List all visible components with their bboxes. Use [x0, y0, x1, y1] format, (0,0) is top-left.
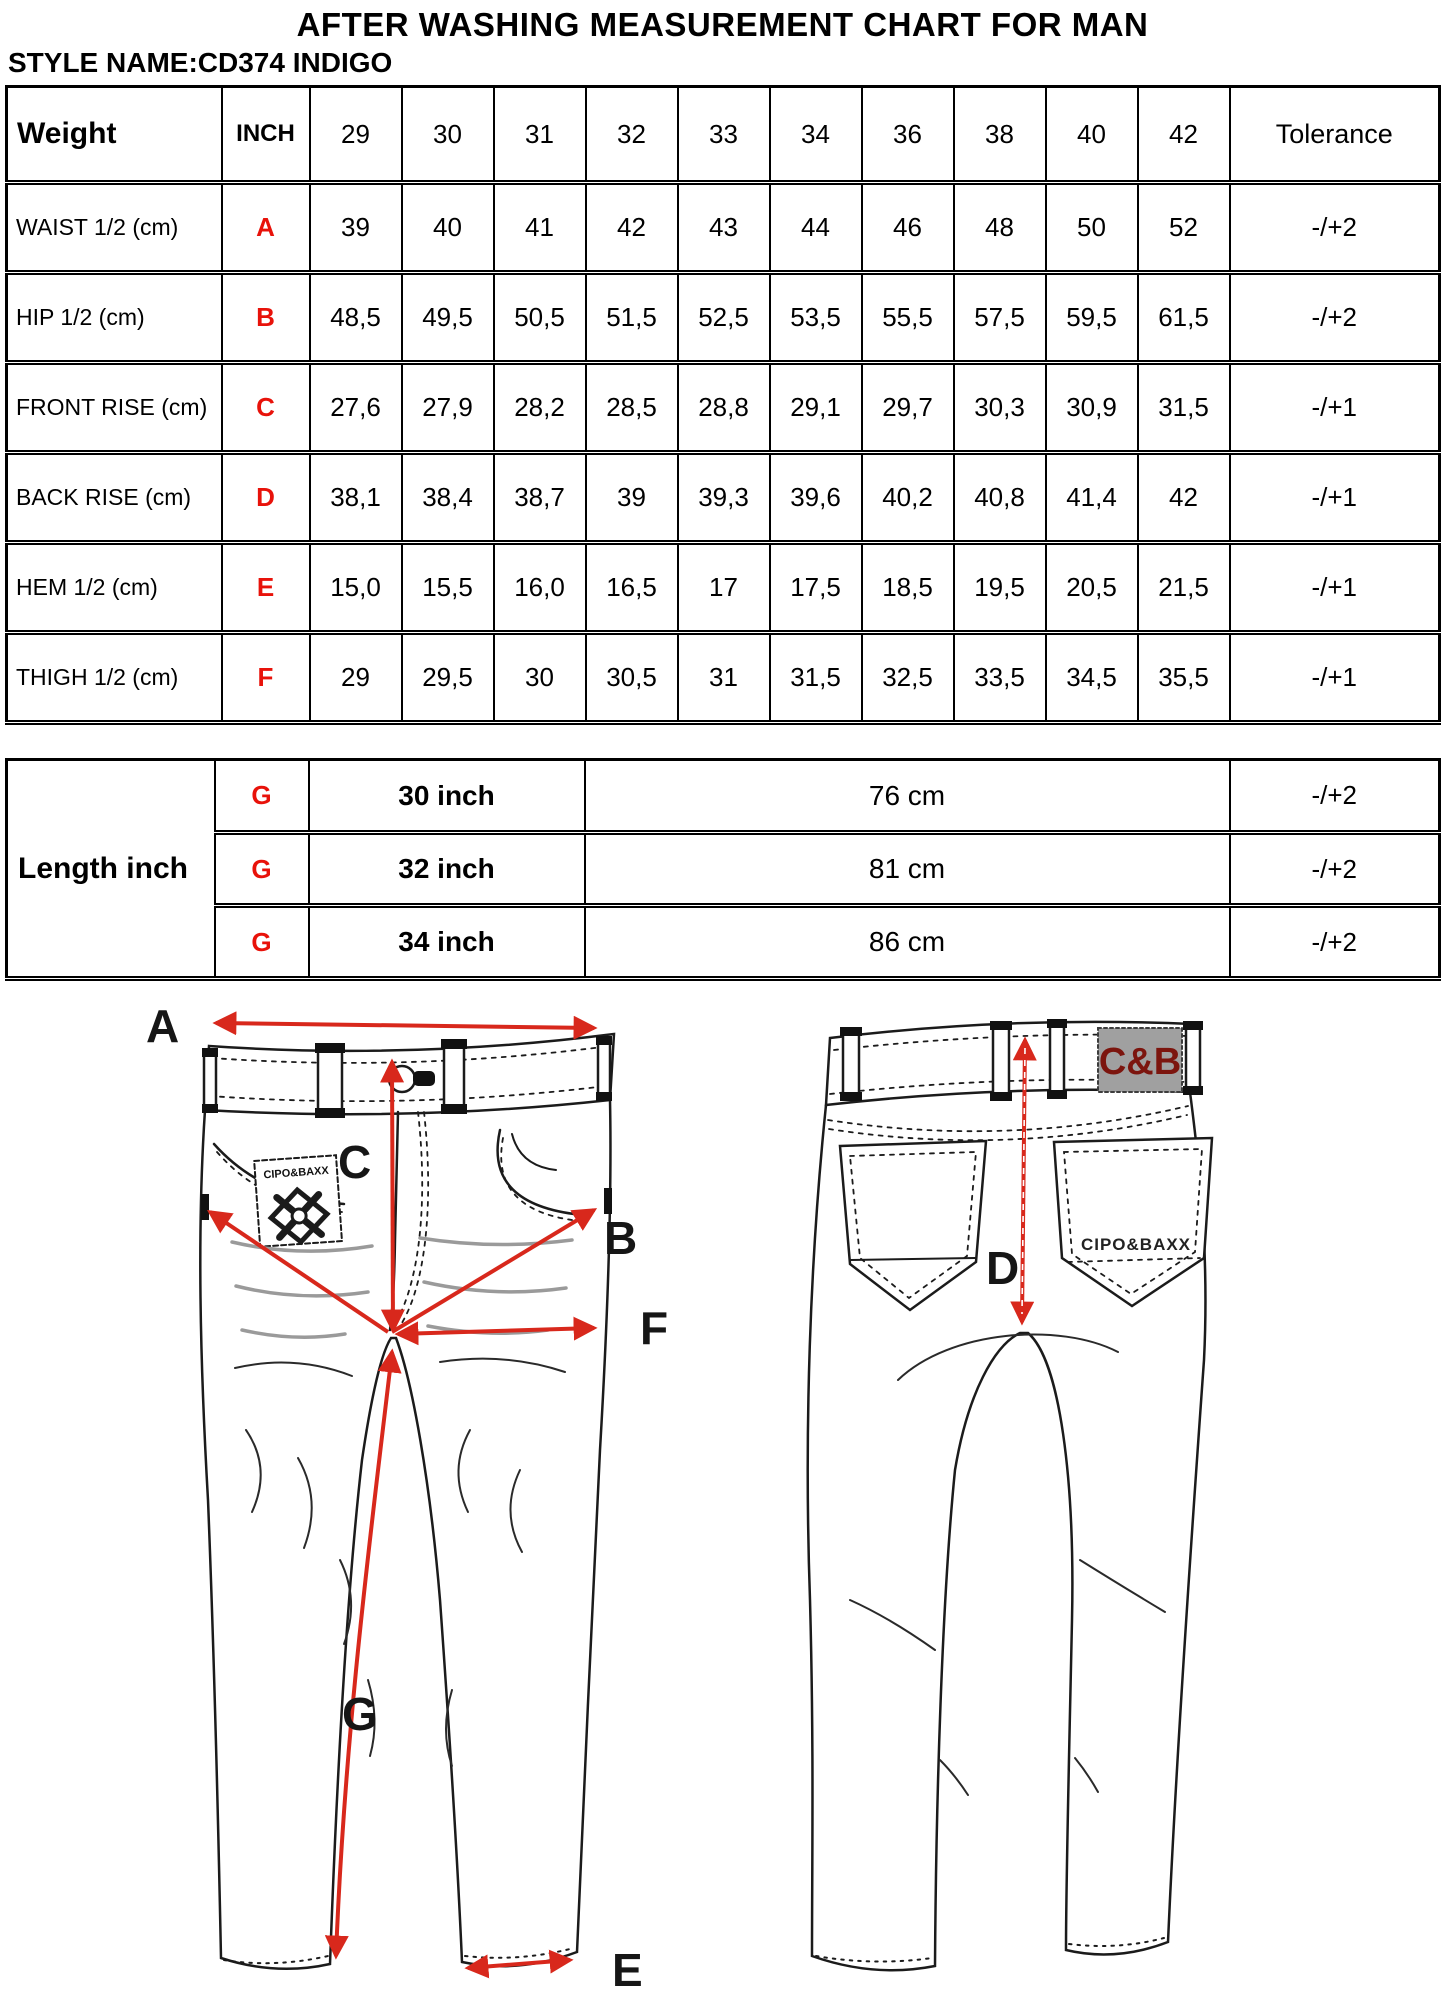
length-cm-cell: 76 cm: [585, 760, 1230, 833]
size-header: 33: [678, 87, 770, 183]
value-cell: 28,8: [678, 363, 770, 453]
front-right-pocket: [498, 1130, 574, 1214]
waist-arrow-A: [216, 1023, 594, 1028]
tolerance-cell: -/+1: [1230, 363, 1440, 453]
length-table: [5, 758, 1441, 981]
size-header: 30: [402, 87, 494, 183]
value-cell: 27,6: [310, 363, 402, 453]
label-G: G: [342, 1688, 378, 1740]
value-cell: 17,5: [770, 543, 862, 633]
value-cell: 28,2: [494, 363, 586, 453]
size-table: [5, 85, 1441, 725]
value-cell: 59,5: [1046, 273, 1138, 363]
size-header: 36: [862, 87, 954, 183]
label-A: A: [146, 1000, 180, 1052]
row-letter: G: [215, 760, 309, 833]
tolerance-cell: -/+1: [1230, 453, 1440, 543]
tolerance-cell: -/+1: [1230, 543, 1440, 633]
table-row-back-rise: [7, 453, 1440, 543]
value-cell: 31,5: [1138, 363, 1230, 453]
hip-arrow-B-right: [392, 1210, 594, 1332]
row-label: FRONT RISE (cm): [7, 363, 222, 453]
jeans-back-view: [808, 1019, 1212, 1970]
value-cell: 35,5: [1138, 633, 1230, 723]
size-header: 32: [586, 87, 678, 183]
value-cell: 42: [1138, 453, 1230, 543]
value-cell: 29,5: [402, 633, 494, 723]
value-cell: 28,5: [586, 363, 678, 453]
table-row-hem: [7, 543, 1440, 633]
size-header: 40: [1046, 87, 1138, 183]
tolerance-cell: -/+2: [1230, 273, 1440, 363]
side-tack: [201, 1194, 209, 1220]
hem-arrow-E: [468, 1960, 570, 1968]
front-rise-arrow-C: [392, 1062, 393, 1330]
value-cell: 50: [1046, 183, 1138, 273]
value-cell: 39: [310, 183, 402, 273]
value-cell: 30,9: [1046, 363, 1138, 453]
length-cm-cell: 81 cm: [585, 833, 1230, 906]
label-F: F: [640, 1302, 669, 1354]
jeans-diagram: [0, 985, 1445, 2001]
size-header: 38: [954, 87, 1046, 183]
value-cell: 21,5: [1138, 543, 1230, 633]
value-cell: 40,8: [954, 453, 1046, 543]
value-cell: 29,1: [770, 363, 862, 453]
value-cell: 15,5: [402, 543, 494, 633]
size-header: 31: [494, 87, 586, 183]
value-cell: 41: [494, 183, 586, 273]
table-row-waist: [7, 183, 1440, 273]
value-cell: 44: [770, 183, 862, 273]
label-D: D: [986, 1242, 1020, 1294]
row-letter: F: [222, 633, 310, 723]
style-name: STYLE NAME:CD374 INDIGO: [8, 47, 393, 78]
length-row-30: [7, 760, 1440, 833]
page-title: AFTER WASHING MEASUREMENT CHART FOR MAN: [296, 6, 1149, 43]
value-cell: 57,5: [954, 273, 1046, 363]
value-cell: 52: [1138, 183, 1230, 273]
waist-patch-text: C&B: [1098, 1041, 1182, 1083]
value-cell: 16,5: [586, 543, 678, 633]
value-cell: 39,3: [678, 453, 770, 543]
value-cell: 55,5: [862, 273, 954, 363]
waist-brand-patch: [1098, 1028, 1182, 1092]
value-cell: 17: [678, 543, 770, 633]
value-cell: 53,5: [770, 273, 862, 363]
value-cell: 16,0: [494, 543, 586, 633]
value-cell: 39,6: [770, 453, 862, 543]
row-letter: D: [222, 453, 310, 543]
value-cell: 48: [954, 183, 1046, 273]
tolerance-cell: -/+2: [1230, 183, 1440, 273]
table-row-front-rise: [7, 363, 1440, 453]
length-row-34: [7, 906, 1440, 979]
row-label: THIGH 1/2 (cm): [7, 633, 222, 723]
value-cell: 41,4: [1046, 453, 1138, 543]
row-label: HEM 1/2 (cm): [7, 543, 222, 633]
table-row-hip: [7, 273, 1440, 363]
value-cell: 43: [678, 183, 770, 273]
row-letter: C: [222, 363, 310, 453]
length-row-32: [7, 833, 1440, 906]
length-inch-cell: 34 inch: [309, 906, 585, 979]
row-label: BACK RISE (cm): [7, 453, 222, 543]
header-weight: Weight: [7, 87, 222, 183]
size-header: 29: [310, 87, 402, 183]
value-cell: 39: [586, 453, 678, 543]
length-cm-cell: 86 cm: [585, 906, 1230, 979]
value-cell: 18,5: [862, 543, 954, 633]
value-cell: 29: [310, 633, 402, 723]
tolerance-cell: -/+1: [1230, 633, 1440, 723]
length-inch-cell: 32 inch: [309, 833, 585, 906]
value-cell: 50,5: [494, 273, 586, 363]
back-left-pocket: [840, 1141, 986, 1310]
value-cell: 33,5: [954, 633, 1046, 723]
length-table-label: Length inch: [7, 760, 215, 979]
back-pocket-brand-text: CIPO&BAXX: [1080, 1235, 1192, 1254]
size-header: 42: [1138, 87, 1230, 183]
label-E: E: [612, 1944, 643, 1996]
table-row-thigh: [7, 633, 1440, 723]
value-cell: 38,4: [402, 453, 494, 543]
value-cell: 20,5: [1046, 543, 1138, 633]
label-B: B: [604, 1212, 638, 1264]
row-label: WAIST 1/2 (cm): [7, 183, 222, 273]
back-right-pocket: [1054, 1138, 1212, 1306]
value-cell: 34,5: [1046, 633, 1138, 723]
tolerance-cell: -/+2: [1230, 760, 1440, 833]
value-cell: 27,9: [402, 363, 494, 453]
tolerance-cell: -/+2: [1230, 833, 1440, 906]
value-cell: 38,7: [494, 453, 586, 543]
jeans-front-view: [200, 1034, 614, 1969]
value-cell: 61,5: [1138, 273, 1230, 363]
row-label: HIP 1/2 (cm): [7, 273, 222, 363]
size-header: 34: [770, 87, 862, 183]
value-cell: 40: [402, 183, 494, 273]
value-cell: 46: [862, 183, 954, 273]
front-pocket-patch: [254, 1155, 342, 1247]
value-cell: 49,5: [402, 273, 494, 363]
value-cell: 31: [678, 633, 770, 723]
waist-button: [389, 1066, 435, 1092]
header-tolerance: Tolerance: [1230, 87, 1440, 183]
value-cell: 15,0: [310, 543, 402, 633]
value-cell: 30,5: [586, 633, 678, 723]
header-inch: INCH: [222, 87, 310, 183]
value-cell: 42: [586, 183, 678, 273]
row-letter: B: [222, 273, 310, 363]
value-cell: 31,5: [770, 633, 862, 723]
value-cell: 48,5: [310, 273, 402, 363]
value-cell: 51,5: [586, 273, 678, 363]
row-letter: G: [215, 906, 309, 979]
label-C: C: [338, 1136, 372, 1188]
tolerance-cell: -/+2: [1230, 906, 1440, 979]
row-letter: E: [222, 543, 310, 633]
length-inch-cell: 30 inch: [309, 760, 585, 833]
front-pocket-patch-text: CIPO&BAXX: [263, 1164, 330, 1182]
coin-pocket: [512, 1134, 556, 1170]
size-table-header-row: [7, 87, 1440, 183]
value-cell: 30,3: [954, 363, 1046, 453]
side-tack: [604, 1188, 612, 1214]
value-cell: 40,2: [862, 453, 954, 543]
value-cell: 19,5: [954, 543, 1046, 633]
value-cell: 29,7: [862, 363, 954, 453]
value-cell: 38,1: [310, 453, 402, 543]
row-letter: G: [215, 833, 309, 906]
row-letter: A: [222, 183, 310, 273]
value-cell: 52,5: [678, 273, 770, 363]
value-cell: 30: [494, 633, 586, 723]
value-cell: 32,5: [862, 633, 954, 723]
back-measurement-arrows: [1022, 1040, 1025, 1322]
